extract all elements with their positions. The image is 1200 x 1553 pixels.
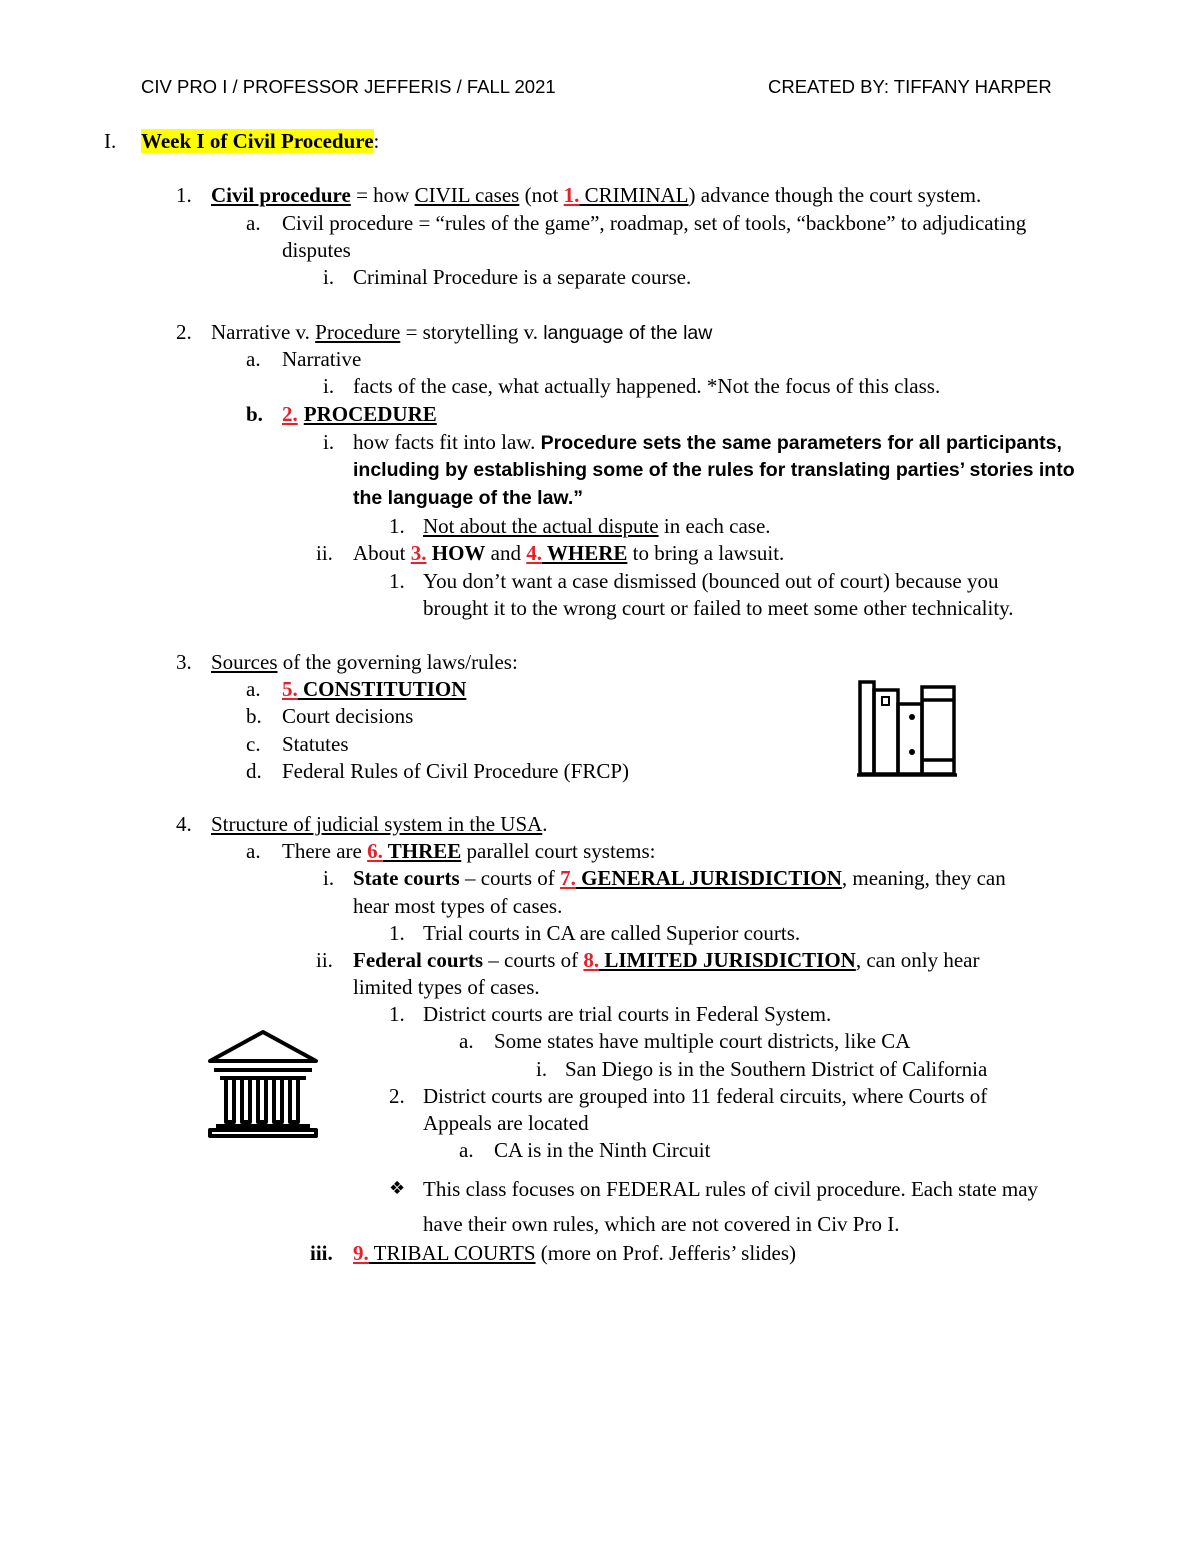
header-right: CREATED BY: TIFFANY HARPER xyxy=(768,76,1052,97)
quote-line-1: Procedure sets the same parameters for all participants, xyxy=(540,432,1062,454)
blank-6: 6. xyxy=(367,839,383,863)
item-2bii1-text-cont: brought it to the wrong court or failed to meet some other technicality. xyxy=(423,596,1014,620)
item-1ai-text: Criminal Procedure is a separate course. xyxy=(353,265,692,289)
diamond-bullet-icon: ❖ xyxy=(389,1178,406,1199)
focus-text: This class focuses on FEDERAL rules of civil procedure. Each state may xyxy=(423,1177,1039,1201)
item-1-text xyxy=(211,182,981,208)
item-4-marker: 4. xyxy=(176,812,192,836)
item-4aii2-text: District courts are grouped into 11 federal circuits, where Courts of xyxy=(423,1084,988,1108)
item-3b-marker: b. xyxy=(246,704,262,728)
procedure-term: Procedure xyxy=(315,320,401,344)
text-span: Narrative v. xyxy=(211,320,316,344)
item-3d-marker: d. xyxy=(246,759,262,783)
item-1a-text: Civil procedure = “rules of the game”, roadmap, set of tools, “backbone” to adjudicating xyxy=(282,211,1027,235)
blank-9: 9. xyxy=(353,1241,369,1265)
section-title: Week I of Civil Procedure xyxy=(141,129,374,153)
item-2bii-text xyxy=(353,540,784,566)
federal-courts-term: Federal courts xyxy=(353,948,484,972)
section-marker: I. xyxy=(104,129,117,153)
blank-8: 8. xyxy=(583,948,600,972)
item-3c-marker: c. xyxy=(246,732,261,756)
item-4ai1-text: Trial courts in CA are called Superior courts. xyxy=(423,921,801,945)
item-1a-marker: a. xyxy=(246,211,261,235)
item-4ai-text-cont: hear most types of cases. xyxy=(353,894,563,918)
item-2bi1-text xyxy=(423,513,771,539)
item-4aii2a-text: CA is in the Ninth Circuit xyxy=(494,1138,711,1162)
header-left: CIV PRO I / PROFESSOR JEFFERIS / FALL 2021 xyxy=(141,76,556,97)
limited-jurisdiction-answer: LIMITED JURISDICTION xyxy=(599,948,856,972)
text-span: , meaning, they can xyxy=(841,866,1006,890)
not-about: Not about the actual dispute xyxy=(423,514,659,538)
blank-4: 4. xyxy=(526,541,542,565)
item-4aiii-text xyxy=(353,1240,796,1266)
section-colon: : xyxy=(373,129,380,153)
focus-text-cont: have their own rules, which are not covered in Civ Pro I. xyxy=(423,1212,900,1236)
text-span: to bring a lawsuit. xyxy=(627,541,785,565)
text-span: , can only hear xyxy=(855,948,980,972)
item-2b-text xyxy=(282,401,437,427)
item-4aii1-text: District courts are trial courts in Federal System. xyxy=(423,1002,832,1026)
item-3b-text: Court decisions xyxy=(282,704,414,728)
sources-term: Sources xyxy=(211,650,278,674)
item-1a-text-cont: disputes xyxy=(282,238,351,262)
item-4aii2-marker: 2. xyxy=(389,1084,405,1108)
item-1ai-marker: i. xyxy=(323,265,335,289)
text-span: (not xyxy=(519,183,564,207)
text-span: ) advance though the court system. xyxy=(688,183,982,207)
item-4aii-text xyxy=(353,947,979,973)
item-3d-text: Federal Rules of Civil Procedure (FRCP) xyxy=(282,759,630,783)
item-3a-marker: a. xyxy=(246,677,261,701)
text-span: – courts of xyxy=(459,866,561,890)
courthouse-icon xyxy=(206,1028,320,1140)
state-courts-term: State courts xyxy=(353,866,460,890)
item-4ai1-marker: 1. xyxy=(389,921,405,945)
item-4aii1ai-marker: i. xyxy=(536,1057,548,1081)
item-4aiii-marker: iii. xyxy=(310,1241,333,1265)
civil-procedure-term: Civil procedure xyxy=(211,183,351,207)
text-span: = storytelling v. xyxy=(400,320,544,344)
item-2a-marker: a. xyxy=(246,347,261,371)
how-answer: HOW xyxy=(426,541,486,565)
item-4a-marker: a. xyxy=(246,839,261,863)
item-4aii1ai-text: San Diego is in the Southern District of California xyxy=(565,1057,988,1081)
tribal-courts-answer: TRIBAL COURTS xyxy=(368,1241,536,1265)
item-2bi1-marker: 1. xyxy=(389,514,405,538)
general-jurisdiction-answer: GENERAL JURISDICTION xyxy=(575,866,842,890)
item-4aii-text-cont: limited types of cases. xyxy=(353,975,540,999)
item-4aii1-marker: 1. xyxy=(389,1002,405,1026)
item-3-marker: 3. xyxy=(176,650,192,674)
text-span: in each case. xyxy=(658,514,771,538)
item-4-text xyxy=(211,811,548,837)
where-answer: WHERE xyxy=(542,541,628,565)
procedure-answer: PROCEDURE xyxy=(303,402,437,426)
text-span: = how xyxy=(350,183,415,207)
item-4ai-marker: i. xyxy=(323,866,335,890)
item-4aii2a-marker: a. xyxy=(459,1138,474,1162)
blank-2: 2. xyxy=(282,402,298,426)
item-4aii1a-marker: a. xyxy=(459,1029,474,1053)
text-span: of the governing laws/rules: xyxy=(277,650,518,674)
structure-term: Structure of judicial system in the USA xyxy=(211,812,543,836)
blank-7: 7. xyxy=(560,866,576,890)
text-span: parallel court systems: xyxy=(461,839,656,863)
item-4aii2-text-cont: Appeals are located xyxy=(423,1111,589,1135)
blank-5: 5. xyxy=(282,677,298,701)
item-3-text xyxy=(211,649,518,675)
quote-line-2: including by establishing some of the rules for translating parties’ stories into xyxy=(353,459,1075,481)
books-icon xyxy=(855,678,959,780)
item-2bii-marker: ii. xyxy=(316,541,333,565)
item-4ai-text xyxy=(353,865,1006,891)
section-title-line xyxy=(141,128,379,154)
item-2bi-text xyxy=(353,429,1062,456)
text-span: There are xyxy=(282,839,368,863)
item-2bii1-text: You don’t want a case dismissed (bounced out of court) because you xyxy=(423,569,999,593)
item-2ai-marker: i. xyxy=(323,374,335,398)
criminal-answer: CRIMINAL xyxy=(579,183,689,207)
item-2a-text: Narrative xyxy=(282,347,362,371)
item-2bii1-marker: 1. xyxy=(389,569,405,593)
blank-3: 3. xyxy=(410,541,427,565)
civil-cases: CIVIL cases xyxy=(414,183,520,207)
text-span: . xyxy=(542,812,548,836)
item-2-marker: 2. xyxy=(176,320,192,344)
item-3c-text: Statutes xyxy=(282,732,349,756)
language-of-law: language of the law xyxy=(543,322,713,344)
item-2bi-marker: i. xyxy=(323,430,335,454)
item-4a-text xyxy=(282,838,655,864)
text-span: how facts fit into law. xyxy=(353,430,541,454)
item-2ai-text: facts of the case, what actually happened. *Not the focus of this class. xyxy=(353,374,941,398)
text-span: (more on Prof. Jefferis’ slides) xyxy=(535,1241,797,1265)
text-span: – courts of xyxy=(483,948,584,972)
item-2-text xyxy=(211,319,712,346)
item-3a-text xyxy=(282,676,466,702)
blank-1: 1. xyxy=(563,183,580,207)
three-answer: THREE xyxy=(382,839,462,863)
text-span: and xyxy=(485,541,527,565)
text-span: About xyxy=(353,541,411,565)
quote-line-3: the language of the law.” xyxy=(353,487,584,509)
constitution-answer: CONSTITUTION xyxy=(297,677,467,701)
item-2b-marker: b. xyxy=(246,402,263,426)
item-1-marker: 1. xyxy=(176,183,192,207)
item-4aii-marker: ii. xyxy=(316,948,333,972)
item-4aii1a-text: Some states have multiple court districts, like CA xyxy=(494,1029,911,1053)
